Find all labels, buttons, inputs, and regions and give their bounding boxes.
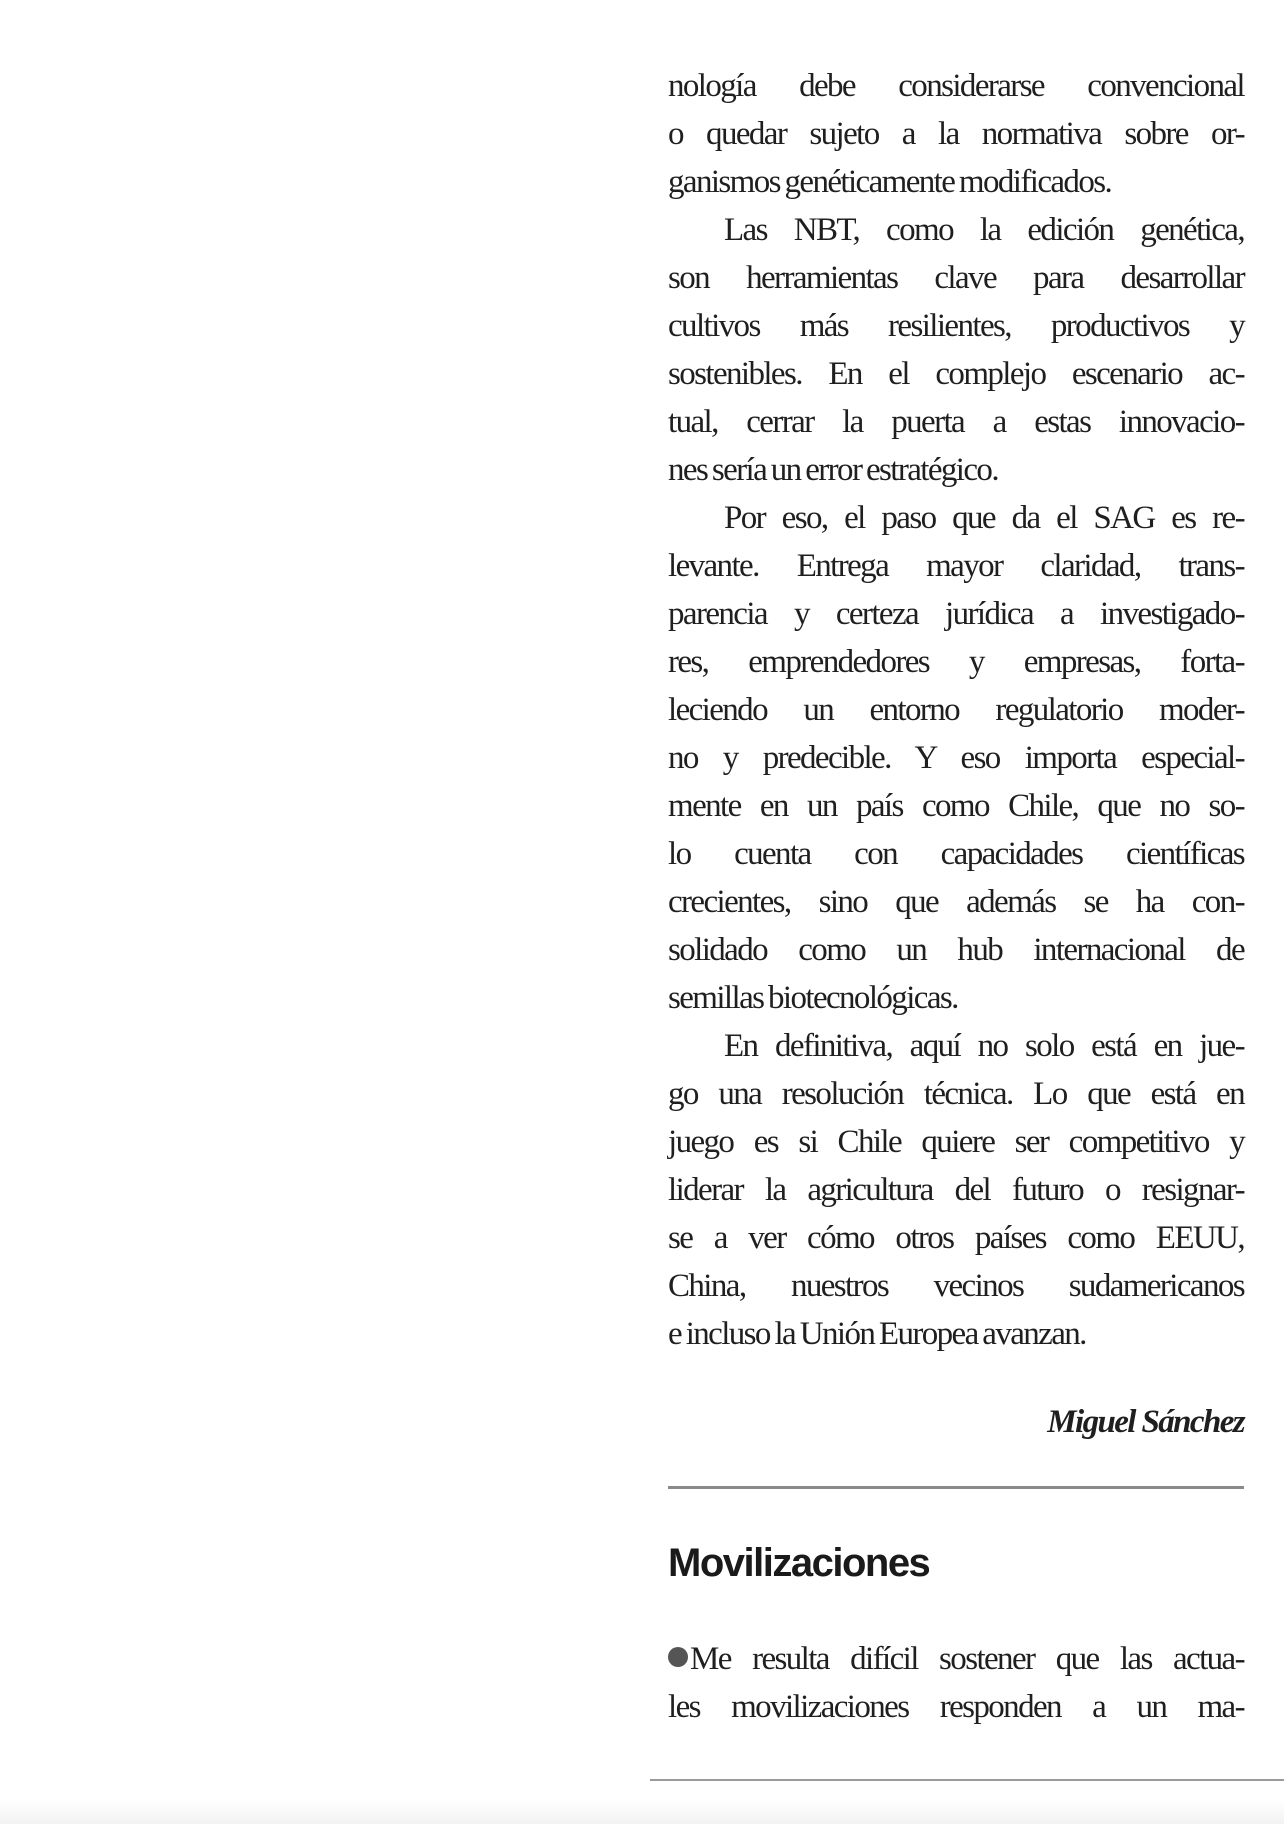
- article-line: son herramientas clave para desarrollar: [668, 260, 1244, 296]
- article-line: semillas biotecnológicas.: [668, 980, 958, 1016]
- section-title: Movilizaciones: [668, 1541, 930, 1585]
- article-line: no y predecible. Y eso importa especial-: [668, 740, 1244, 776]
- article-line: liderar la agricultura del futuro o resignar-: [668, 1172, 1244, 1208]
- article-line: res, emprendedores y empresas, forta-: [668, 644, 1244, 680]
- section-line-text: Me resulta difícil sostener que las actua-: [690, 1641, 1244, 1677]
- article-line: e incluso la Unión Europea avanzan.: [668, 1316, 1086, 1352]
- article-line: sostenibles. En el complejo escenario ac-: [668, 356, 1244, 392]
- article-line: solidado como un hub internacional de: [668, 932, 1244, 968]
- article-line: leciendo un entorno regulatorio moder-: [668, 692, 1244, 728]
- section-line: [668, 1683, 1244, 1731]
- article-line: nología debe considerarse convencional: [668, 68, 1244, 104]
- article-line: Por eso, el paso que da el SAG es re-: [724, 500, 1244, 536]
- article-line: crecientes, sino que además se ha con-: [668, 884, 1244, 920]
- bottom-rule: [650, 1779, 1284, 1781]
- bottom-edge: [0, 1800, 1284, 1824]
- letters-column: [668, 62, 1244, 1731]
- article-line: nes sería un error estratégico.: [668, 452, 998, 488]
- section-line-text: les movilizaciones responden a un ma-: [668, 1689, 1244, 1725]
- article-line: China, nuestros vecinos sudamericanos: [668, 1268, 1244, 1304]
- article-line: mente en un país como Chile, que no so-: [668, 788, 1244, 824]
- article-line: o quedar sujeto a la normativa sobre or-: [668, 116, 1244, 152]
- article-line: go una resolución técnica. Lo que está en: [668, 1076, 1244, 1112]
- article-line: levante. Entrega mayor claridad, trans-: [668, 548, 1244, 584]
- section-line: [668, 1635, 1244, 1683]
- article-line: Las NBT, como la edición genética,: [724, 212, 1244, 248]
- article-body: [668, 62, 1244, 1358]
- article-line: parencia y certeza jurídica a investigado-: [668, 596, 1244, 632]
- article-line: juego es si Chile quiere ser competitivo y: [668, 1124, 1244, 1160]
- bullet-icon: [668, 1647, 688, 1667]
- article-line: En definitiva, aquí no solo está en jue-: [724, 1028, 1244, 1064]
- article-line: ganismos genéticamente modificados.: [668, 164, 1112, 200]
- article-line: se a ver cómo otros países como EEUU,: [668, 1220, 1244, 1256]
- article-line: cultivos más resilientes, productivos y: [668, 308, 1244, 344]
- section-body: [668, 1635, 1244, 1731]
- section-divider: [668, 1486, 1244, 1489]
- author-signature: Miguel Sánchez: [1047, 1404, 1244, 1440]
- article-line: tual, cerrar la puerta a estas innovacio-: [668, 404, 1244, 440]
- article-line: lo cuenta con capacidades científicas: [668, 836, 1244, 872]
